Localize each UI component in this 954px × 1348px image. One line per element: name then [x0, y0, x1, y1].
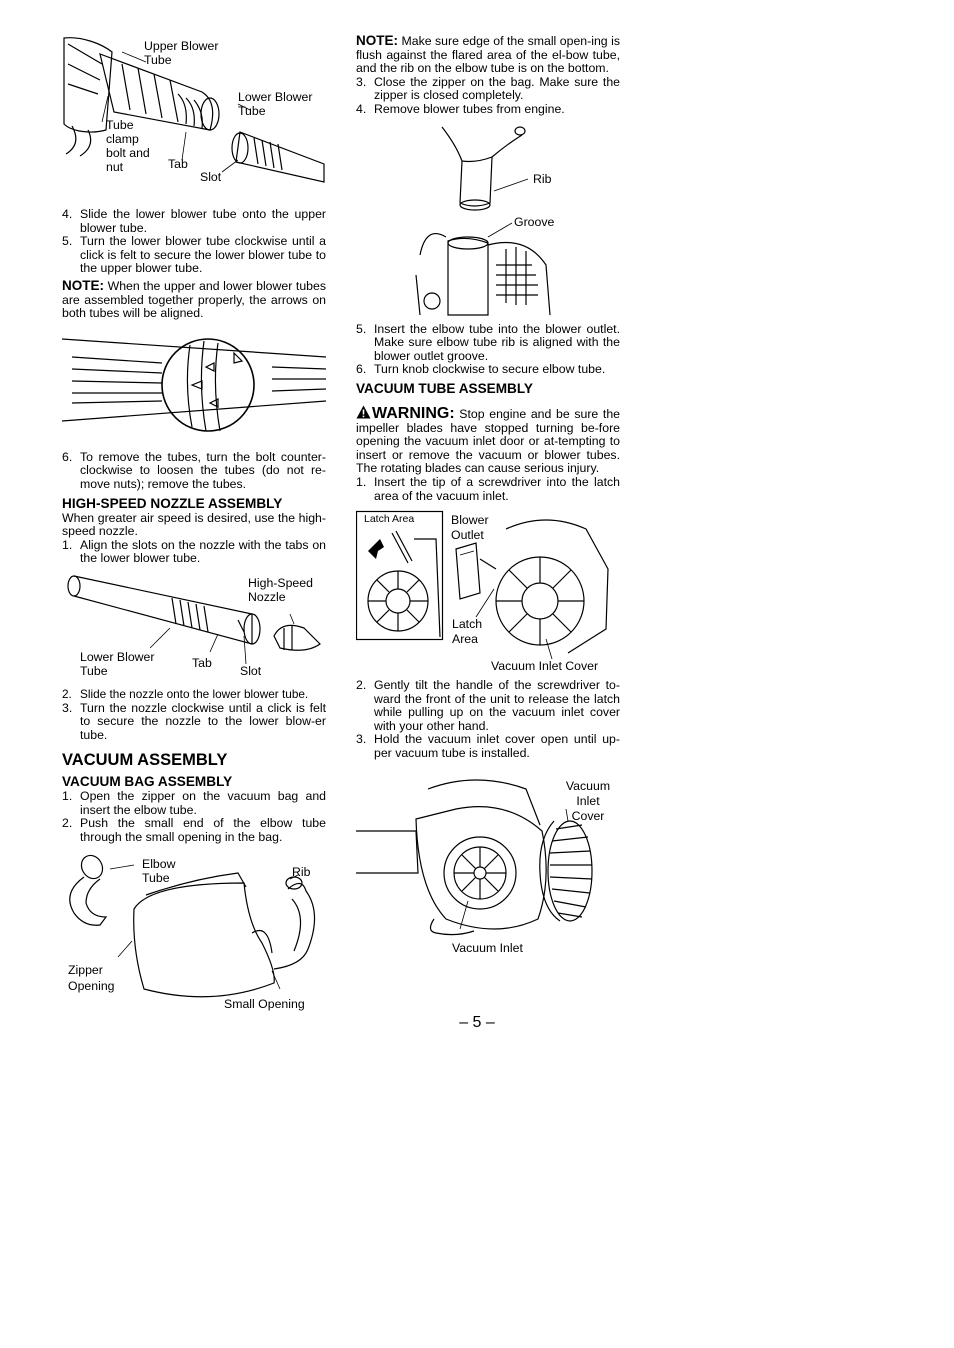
list-item: 4. Remove blower tubes from engine. [356, 101, 565, 116]
heading-vacuum-tube-assembly: VACUUM TUBE ASSEMBLY [356, 380, 533, 396]
label-zipper-opening-1: Zipper [68, 962, 103, 977]
list-item: 5. Insert the elbow tube into the blower outlet. Make sure elbow tube rib is aligned with the blower outlet groove. [356, 321, 620, 363]
note-small-opening: NOTE: Make sure edge of the small open-ing is flush against the flared area of the el-bow tube, and the rib on the elbow tube is on the bottom. [356, 33, 620, 76]
list-item: 5. Turn the lower blower tube clockwise until a click is felt to secure the lower blower tube to the upper blower tube. [62, 234, 326, 276]
list-item: 3. Turn the nozzle clockwise until a click is felt to secure the nozzle to the lower blow-er tube. [62, 700, 326, 742]
list-item: 2. Slide the nozzle onto the lower blower tube. [62, 686, 309, 701]
label-high-speed-nozzle-2: Nozzle [248, 589, 286, 604]
heading-vacuum-assembly: VACUUM ASSEMBLY [62, 751, 228, 770]
label-elbow-tube-2: Tube [142, 870, 170, 885]
figure-vacuum-bag [62, 853, 326, 1023]
figure-latch-area [356, 509, 620, 677]
label-latch-area-1: Latch [452, 617, 483, 632]
label-lower-blower-tube-b: Tube [80, 663, 108, 678]
label-vacuum-inlet: Vacuum Inlet [452, 940, 523, 955]
warning-stop-engine: WARNING: Stop engine and be sure the impeller blades have stopped turning be-fore opening the vacuum inlet door or at-tempting to insert or remove the vacuum or blower tubes. The rotating blades can cause serious injury. [356, 404, 620, 476]
list-item: 2. Push the small end of the elbow tube through the small opening in the bag. [62, 816, 326, 845]
nozzle-step-1 [62, 539, 326, 566]
label-tab: Tab [192, 655, 212, 670]
label-blower-outlet-1: Blower [451, 513, 489, 528]
label-tube-clamp-4: nut [106, 160, 124, 174]
label-small-opening: Small Opening [224, 996, 305, 1011]
list-item: 1. Align the slots on the nozzle with the tabs on the lower blower tube. [62, 537, 326, 566]
label-tube-clamp-1: Tube [106, 118, 134, 132]
list-item: 1. Insert the tip of a screwdriver into the latch area of the vacuum inlet. [356, 474, 620, 503]
heading-high-speed-nozzle: HIGH-SPEED NOZZLE ASSEMBLY [62, 495, 283, 511]
elbow-into-outlet-drawing [356, 125, 620, 319]
list-item: 2. Gently tilt the handle of the screwdriver to-ward the front of the unit to release the latch while pulling up on the vacuum inlet cover with your other hand. [356, 678, 620, 733]
label-lower-blower-tube-1: Lower Blower [238, 90, 313, 104]
label-high-speed-nozzle-1: High-Speed [248, 575, 313, 590]
bag-steps-3-4 [356, 76, 620, 117]
label-rib: Rib [533, 171, 552, 186]
list-item: 1. Open the zipper on the vacuum bag and insert the elbow tube. [62, 789, 326, 817]
list-item: 6. To remove the tubes, turn the bolt counter-clockwise to loosen the tubes (do not re-move nuts); remove the tubes. [62, 449, 326, 491]
step-6 [62, 451, 326, 492]
label-tube-clamp-2: clamp [106, 132, 139, 146]
label-elbow-tube-1: Elbow [142, 856, 176, 871]
figure-high-speed-nozzle [62, 572, 326, 686]
label-vacuum-inlet-cover-3: Cover [571, 808, 605, 823]
label-rib: Rib [292, 864, 311, 879]
heading-vacuum-bag-assembly: VACUUM BAG ASSEMBLY [62, 774, 233, 790]
label-lower-blower-tube-a: Lower Blower [80, 649, 155, 664]
figure-aligned-arrows [62, 331, 326, 443]
list-item: 4. Slide the lower blower tube onto the upper blower tube. [62, 207, 326, 235]
label-blower-outlet-2: Outlet [451, 528, 484, 543]
note-tubes-aligned: NOTE: When the upper and lower blower tubes are assembled together properly, the arrows on both tubes will be aligned. [62, 277, 326, 321]
right-column [356, 34, 620, 959]
tube-step-1 [356, 476, 620, 503]
label-zipper-opening-2: Opening [68, 978, 115, 993]
aligned-arrows-drawing [62, 331, 326, 443]
label-latch-area-inset: Latch Area [364, 513, 415, 526]
label-upper-blower-tube-2: Tube [144, 53, 172, 67]
outlet-steps-5-6 [356, 323, 620, 377]
label-groove: Groove [514, 214, 555, 229]
page-number: – 5 – [459, 1014, 495, 1031]
figure-vacuum-inlet-open [356, 769, 620, 959]
label-vacuum-inlet-cover-1: Vacuum [565, 778, 611, 793]
label-slot: Slot [200, 170, 222, 184]
list-item: 6. Turn knob clockwise to secure elbow tube. [356, 362, 606, 377]
label-tube-clamp-3: bolt and [106, 146, 150, 160]
warning-triangle-icon [356, 405, 371, 419]
label-vacuum-inlet-cover-2: Inlet [576, 793, 600, 808]
label-tab: Tab [168, 157, 188, 171]
figure-elbow-into-outlet [356, 125, 620, 319]
label-lower-blower-tube-2: Tube [238, 104, 266, 118]
left-column [62, 34, 326, 1023]
figure-blower-tubes [62, 34, 326, 204]
tube-steps-2-3 [356, 679, 620, 761]
label-vacuum-inlet-cover: Vacuum Inlet Cover [491, 659, 599, 674]
label-slot: Slot [240, 663, 262, 678]
latch-area-drawing [356, 509, 620, 677]
label-upper-blower-tube-1: Upper Blower [144, 39, 219, 53]
list-item: 3. Hold the vacuum inlet cover open until up-per vacuum tube is installed. [356, 732, 620, 761]
label-latch-area-2: Area [452, 632, 478, 647]
bag-steps-1-2 [62, 790, 326, 844]
blower-tubes-drawing [62, 34, 326, 204]
nozzle-steps-2-3 [62, 688, 326, 742]
nozzle-intro: When greater air speed is desired, use the high-speed nozzle. [62, 510, 326, 539]
steps-4-5 [62, 208, 326, 276]
list-item: 3. Close the zipper on the bag. Make sure the zipper is closed completely. [356, 74, 620, 103]
